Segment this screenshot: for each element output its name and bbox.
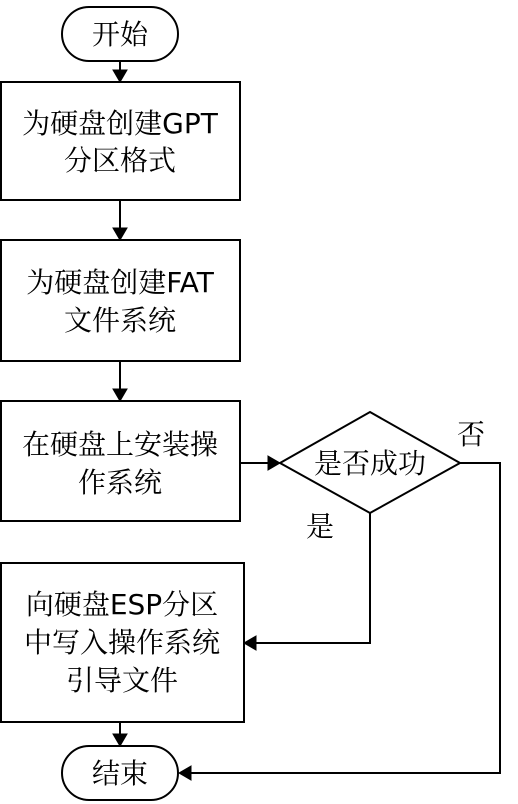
step3-node [1,401,240,521]
arrowhead-yes-step4 [244,636,256,650]
step1-node [1,82,240,200]
end-node [62,746,178,800]
arrowhead-step2-step3 [113,389,127,401]
step1-line-2: 分区格式 [63,144,177,177]
step2-line-1: 为硬盘创建FAT [26,266,214,299]
step3-line-2: 作系统 [77,466,163,499]
decision-node [280,412,460,513]
step4-node [1,563,244,722]
no-label: 否 [456,418,486,451]
step4-line-1: 向硬盘ESP分区 [25,588,219,621]
arrowhead-no-end [179,766,191,780]
step3-line-1: 在硬盘上安装操 [21,428,219,461]
step1-shape [1,82,240,200]
step1-line-1: 为硬盘创建GPT [22,107,218,140]
step2-shape [1,240,240,361]
start-label: 开始 [91,18,149,51]
step4-line-3: 引导文件 [65,664,179,697]
yes-label: 是 [305,510,335,543]
end-label: 结束 [91,757,149,790]
arrowhead-step1-step2 [113,228,127,240]
step2-line-2: 文件系统 [63,304,177,337]
arrowhead-step4-end [113,734,127,746]
step2-node [1,240,240,361]
start-node [62,7,178,61]
arrowhead-start-step1 [113,70,127,82]
step4-line-2: 中写入操作系统 [23,626,221,659]
decision-label: 是否成功 [313,447,427,480]
step3-shape [1,401,240,521]
